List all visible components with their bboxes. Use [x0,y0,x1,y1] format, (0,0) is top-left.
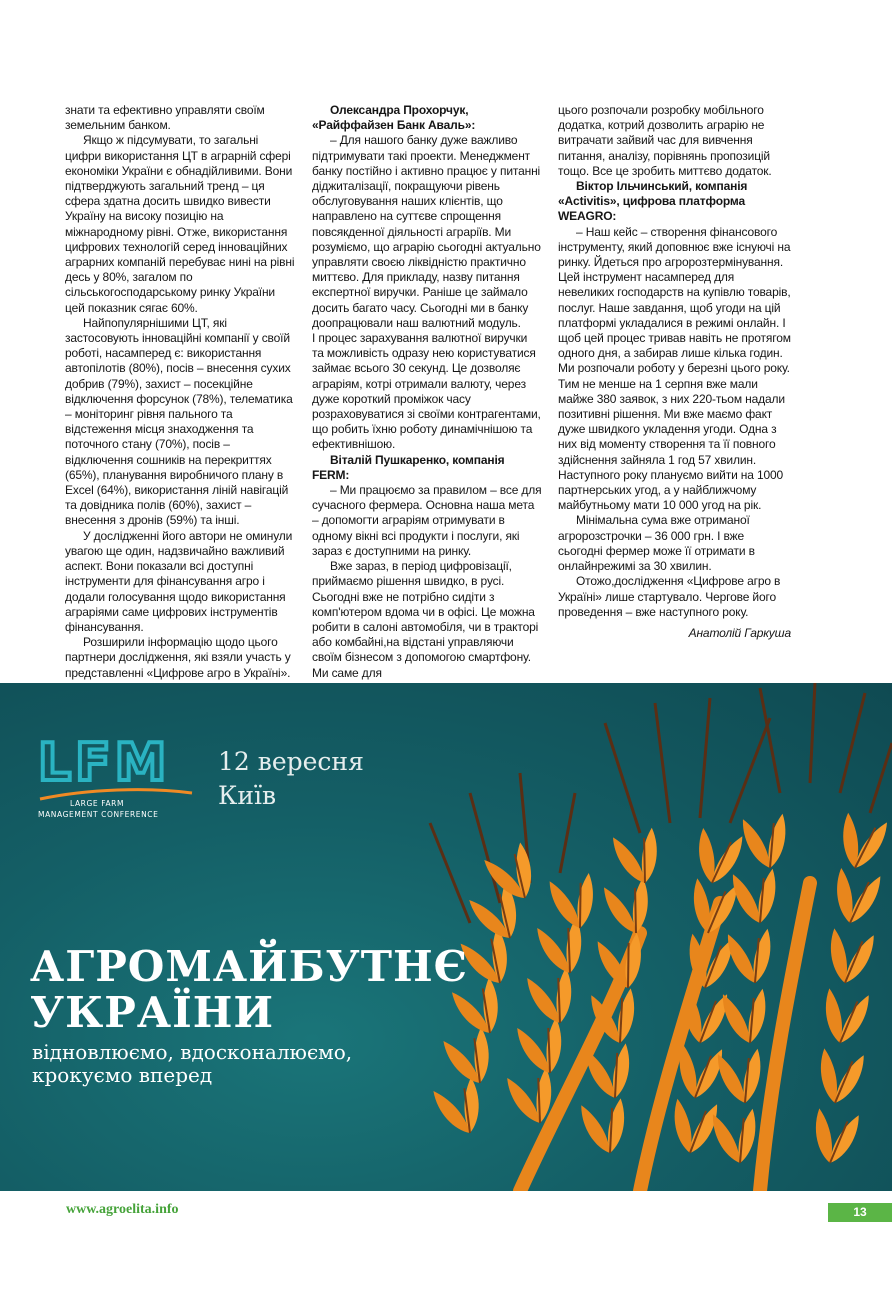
article-column-3 [558,103,791,641]
paragraph: Якщо ж підсумувати, то загальні цифри використання ЦТ в аграрній сфері економіки України є обнадійливими. Вони підтверджують загальний тренд – ця сфера здатна досить швидко вивести Україну на високу позицію на міжнародному рівні. Отже, використання цифрових технологій серед інноваційних аграрних компаній перебуває нині на рівні десь у 80%, загалом по сільськогосподарському ринку України цей показник сягає 60%. [65,133,295,315]
page-number: 13 [828,1203,892,1222]
paragraph: – Наш кейс – створення фінансового інструменту, який доповнює вже існуючі на ринку. Йдеться про агророзтермінування. Цей інструмент насамперед для невеликих господарств на купівлю товарів, послуг. Наше завдання, щоб угоди на цій платформі укладалися в режимі онлайн. І щоб цей процес тривав навіть не протягом одного дня, а забирав лише кілька годин. Ми розпочали роботу у березні цього року. Тим не менше на 1 серпня вже мали майже 380 заявок, з них 220-тьом надали позитивні рішення. Ми вже маємо факт дуже швидкого укладення угоди. Одна з них від моменту створення та її повного здійснення зайняла 1 год 57 хвилин. Наступного року плануємо вийти на 1000 партнерських угод, а у найближчому майбутньому мати 10 000 угод на рік. [558,224,791,513]
logo-subtitle: MANAGEMENT CONFERENCE [38,810,159,819]
article-column-1 [65,103,297,681]
event-city: Київ [218,781,277,810]
paragraph: Вже зараз, в період цифровізації, приймаємо рішення швидко, в русі. Сьогодні вже не потрібно сидіти з комп'ютером вдома чи в офісі. Це можна робити в салоні автомобіля, чи в тракторі або комбайні,на відстані управляючи своїм бізнесом з допомогою смартфону. Ми саме для [312,559,539,680]
event-date: 12 вересня [218,747,364,776]
paragraph: знати та ефективно управляти своїм земельним банком. [65,103,265,133]
paragraph: Розширили інформацію щодо цього партнери дослідження, які взяли участь у представленні «Цифрове агро в Україні». [65,635,291,680]
logo-letters: LFM [38,733,171,793]
paragraph: І процес зарахування валютної виручки та можливість одразу нею користуватися займає всього 30 секунд. Це дозволяє аграріям, котрі отримали валюту, через дуже короткий проміжок часу розраховуватися зі своїми контрагентами, що робить їхню роботу динамічнішою та ефективнішою. [312,331,541,452]
logo-subtitle: LARGE FARM [70,799,125,808]
paragraph: цього розпочали розробку мобільного додатка, котрий дозволить аграрію не витрачати зайвий час для вивчення питання, аналізу, порівнянь пропозицій тощо. Все це зробить миттєво додаток. [558,103,772,178]
wheat-ear [433,842,601,1140]
wheat-awns [430,683,892,923]
speaker-name: Віктор Ільчинський, компанія «Activitis», цифрова платформа WEAGRO: [558,179,748,224]
paragraph: – Ми працюємо за правилом – все для сучасного фермера. Основна наша мета – допомогти аграріям отримувати в одному вікні всі продукти і послуги, які зараз є доступними на ринку. [312,483,542,558]
speaker-name: Олександра Прохорчук, «Райффайзен Банк Аваль»: [312,103,476,133]
paragraph: Мінімальна сума вже отриманої агророзстрочки – 36 000 грн. І вже сьогодні фермер може її отримати в онлайнрежимі за 30 хвилин. [558,513,755,574]
advert-tagline: відновлюємо, вдосконалюємо, [32,1040,353,1064]
lfm-logo [38,733,194,819]
paragraph: – Для нашого банку дуже важливо підтримувати такі проекти. Менеджмент банку постійно і активно працює у питанні діджиталізації, покращуючи рівень обслуговування наших клієнтів, що направлено на суттєве спрощення повсякденної діяльності аграріїв. Ми розуміємо, що аграрію сьогодні актуально управляти своєю ліквідністю практично миттєво. Для прикладу, назву питання експертної виручки. Раніше це займало досить багато часу. Сьогодні ми в банку доопрацювали наш валютний модуль. [312,133,541,330]
conference-advert [0,683,892,1191]
wheat-ear [712,812,888,1166]
wheat-stalks [520,883,810,1191]
footer-site-link[interactable]: www.agroelita.info [66,1202,179,1217]
article-author: Анатолій Гаркуша [688,625,791,640]
paragraph: Найпопулярнішими ЦТ, які застосовують інноваційні компанії у своїй роботі, насамперед є: використання автопілотів (80%), посів – внесення сухих добрив (79%), захист – посекційне відключення форсунок (78%), телематика – моніторинг рівня пального та відстеження місця знаходження та поточного стану (70%), посів – відключення сошників на перекриттях (65%), планування виробничого плану в Excel (64%), використання ліній навігацій та довідника полів (60%), захист – внесення з дронів (59%) та інші. [65,315,293,528]
advert-tagline: крокуємо вперед [32,1063,213,1087]
advert-headline: АГРОМАЙБУТНЄ [30,942,469,991]
advert-headline: УКРАЇНИ [30,988,275,1037]
paragraph: У дослідженні його автори не оминули увагою ще один, надзвичайно важливий аспект. Вони показали всі доступні інструменти для фінансування агро і додали голосування щодо використання аграріями саме цифрових інструментів фінансування. [65,528,293,634]
article-column-2 [312,103,542,681]
paragraph: Отожо,дослідження «Цифрове агро в Україні» лише стартувало. Чергове його проведення – вже наступного року. [558,574,781,619]
speaker-name: Віталій Пушкаренко, компанія FERM: [312,452,505,482]
